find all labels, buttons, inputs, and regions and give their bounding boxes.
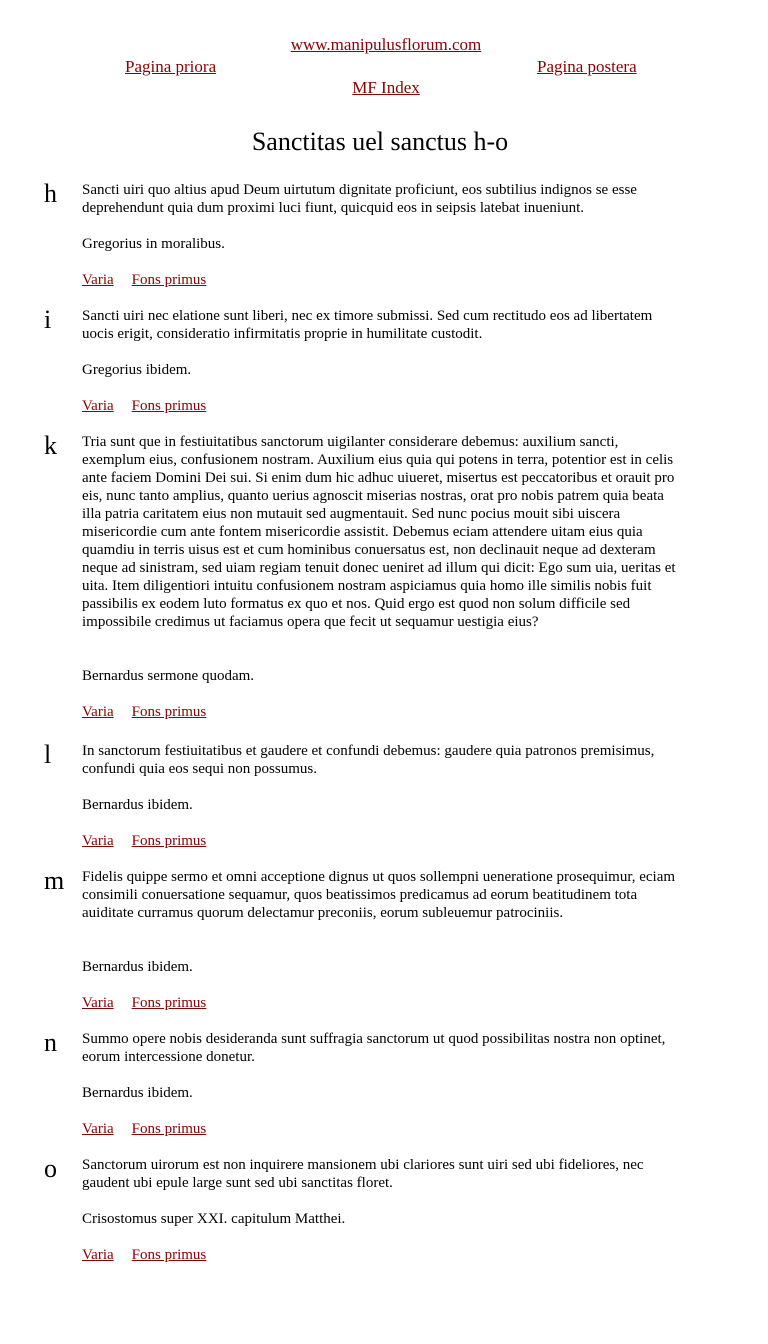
page-title: Sanctitas uel sanctus h-o — [251, 127, 509, 156]
entry-links — [82, 1120, 206, 1138]
varia-link[interactable]: Varia — [82, 272, 114, 288]
fons-primus-link[interactable]: Fons primus — [131, 704, 207, 720]
fons-primus-link[interactable]: Fons primus — [131, 1121, 207, 1137]
varia-link[interactable]: Varia — [82, 398, 114, 414]
entry-text: Fidelis quippe sermo et omni acceptione dignus ut quos sollempni ueneratione prosequimur, eciam consimili conuersatione sequamur, quos beatissimos predicamus ad eorum beatitudinem tota auiditate curramus quorum delectamur preconiis, eorum subleuemur patrociniis. — [82, 869, 676, 921]
entry-letter: k — [44, 431, 57, 460]
varia-link[interactable]: Varia — [82, 1121, 114, 1137]
previous-page-link[interactable]: Pagina priora — [125, 57, 217, 76]
entry-links — [82, 832, 206, 850]
fons-primus-link[interactable]: Fons primus — [131, 272, 207, 288]
entry-text: Sancti uiri nec elatione sunt liberi, nec ex timore submissi. Sed cum rectitudo eos ad libertatem uocis erigit, consideratio infirmitatis proprie in humilitate custodit. — [82, 308, 653, 342]
varia-link[interactable]: Varia — [82, 995, 114, 1011]
entry-letter: o — [44, 1154, 57, 1183]
next-page-link[interactable]: Pagina postera — [537, 57, 637, 76]
entry-letter: i — [44, 305, 52, 334]
entry-text: Summo opere nobis desideranda sunt suffragia sanctorum ut quod possibilitas nostra non optinet, eorum intercessione donetur. — [82, 1031, 666, 1065]
entry-source: Gregorius in moralibus. — [82, 236, 225, 252]
entry-letter: l — [44, 740, 52, 769]
entry-text: Tria sunt que in festiuitatibus sanctorum uigilanter considerare debemus: auxilium sancti, exemplum eius, confusionem nostram. Auxilium eius quia qui potens in terra, potentior est in celis ante faciem Domini Dei sui. Si enim dum hic adhuc uiueret, misertus est peccatoribus et orauit pro eis, nunc tanto amplius, quanto uerius agnoscit miserias nostras, orat pro nobis patrem quia beata illa patria caritatem eius non mutauit sed augmentauit. Sed nunc pocius mouit sibi uiscera misericordie cum ante fontem misericordie assistit. Debemus eciam attendere uitam eius quia quamdiu in terris uisus est et cum hominibus conuersatus est, non declinauit neque ad dexteram neque ad sinistram, sed uiam regiam tenuit donec ueniret ad illum qui dicit: Ego sum uia, ueritas et uita. Item diligentiori intuitu confusionem nostram aspiciamus quia homo ille similis nobis fuit passibilis ex eodem luto formatus ex quo et nos. Quid ergo est quod non solum difficile sed impossibile credimus ut faciamus opera que fecit ut sequamur uestigia eius? — [82, 434, 676, 630]
entry-source: Bernardus ibidem. — [82, 797, 193, 813]
varia-link[interactable]: Varia — [82, 704, 114, 720]
entry-letter: h — [44, 179, 57, 208]
entry-links — [82, 397, 206, 415]
entry-text: In sanctorum festiuitatibus et gaudere et confundi debemus: gaudere quia patronos premisimus, confundi quia eos sequi non possumus. — [82, 743, 655, 777]
entry-text: Sanctorum uirorum est non inquirere mansionem ubi clariores sunt uiri sed ubi fideliores, nec gaudent ubi epule large sunt sed ubi sanctitas floret. — [82, 1157, 644, 1191]
fons-primus-link[interactable]: Fons primus — [131, 833, 207, 849]
entry-links — [82, 271, 206, 289]
entry-letter: n — [44, 1028, 57, 1057]
site-link[interactable]: www.manipulusflorum.com — [290, 35, 482, 54]
fons-primus-link[interactable]: Fons primus — [131, 398, 207, 414]
fons-primus-link[interactable]: Fons primus — [131, 1247, 207, 1263]
entry-letter: m — [44, 866, 65, 895]
fons-primus-link[interactable]: Fons primus — [131, 995, 207, 1011]
entry-text: Sancti uiri quo altius apud Deum uirtutum dignitate proficiunt, eos subtilius indignos se esse deprehendunt quia dum proximi luci fiunt, quicquid eos in seipsis latebat inueniunt. — [82, 182, 637, 216]
entry-links — [82, 1246, 206, 1264]
varia-link[interactable]: Varia — [82, 833, 114, 849]
varia-link[interactable]: Varia — [82, 1247, 114, 1263]
entry-links — [82, 703, 206, 721]
entry-source: Bernardus ibidem. — [82, 1085, 193, 1101]
entry-source: Bernardus sermone quodam. — [82, 668, 255, 684]
entry-source: Bernardus ibidem. — [82, 959, 193, 975]
index-link[interactable]: MF Index — [352, 78, 420, 97]
entry-source: Gregorius ibidem. — [82, 362, 192, 378]
entry-links — [82, 994, 206, 1012]
entry-source: Crisostomus super XXI. capitulum Matthei. — [82, 1211, 346, 1227]
